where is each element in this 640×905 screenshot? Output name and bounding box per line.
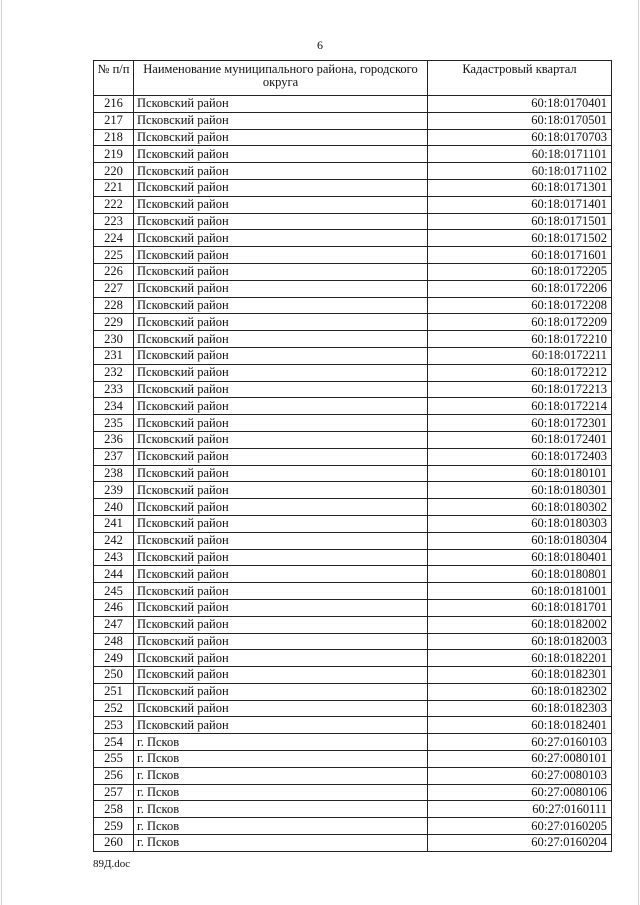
cell-num: 218 bbox=[94, 129, 134, 146]
table-row bbox=[94, 431, 612, 448]
table-row bbox=[94, 599, 612, 616]
cell-name: г. Псков bbox=[134, 734, 428, 751]
cell-num: 257 bbox=[94, 784, 134, 801]
cell-name: Псковский район bbox=[134, 415, 428, 432]
table-row bbox=[94, 683, 612, 700]
cell-code: 60:18:0172212 bbox=[428, 364, 612, 381]
cell-code: 60:18:0180303 bbox=[428, 515, 612, 532]
table-row bbox=[94, 633, 612, 650]
table-row bbox=[94, 280, 612, 297]
cell-num: 220 bbox=[94, 163, 134, 180]
cell-name: Псковский район bbox=[134, 364, 428, 381]
cell-code: 60:18:0172213 bbox=[428, 381, 612, 398]
cell-code: 60:27:0080101 bbox=[428, 751, 612, 768]
table-row bbox=[94, 650, 612, 667]
cell-code: 60:18:0172401 bbox=[428, 431, 612, 448]
cell-code: 60:18:0180304 bbox=[428, 532, 612, 549]
table-row bbox=[94, 717, 612, 734]
cell-num: 255 bbox=[94, 751, 134, 768]
scan-edge-right bbox=[638, 0, 639, 905]
table-row bbox=[94, 398, 612, 415]
table-row bbox=[94, 347, 612, 364]
cell-num: 222 bbox=[94, 196, 134, 213]
cell-name: Псковский район bbox=[134, 482, 428, 499]
table-row bbox=[94, 700, 612, 717]
table-row bbox=[94, 667, 612, 684]
cell-num: 238 bbox=[94, 465, 134, 482]
cell-num: 235 bbox=[94, 415, 134, 432]
cell-name: Псковский район bbox=[134, 448, 428, 465]
scan-edge-left bbox=[1, 0, 2, 905]
cell-name: Псковский район bbox=[134, 196, 428, 213]
cell-name: Псковский район bbox=[134, 247, 428, 264]
cell-code: 60:18:0171601 bbox=[428, 247, 612, 264]
table-row bbox=[94, 415, 612, 432]
cell-num: 245 bbox=[94, 583, 134, 600]
cell-code: 60:18:0170703 bbox=[428, 129, 612, 146]
cell-code: 60:18:0172209 bbox=[428, 314, 612, 331]
cell-code: 60:18:0172206 bbox=[428, 280, 612, 297]
table-row bbox=[94, 381, 612, 398]
cell-num: 239 bbox=[94, 482, 134, 499]
cell-num: 247 bbox=[94, 616, 134, 633]
cell-code: 60:27:0080106 bbox=[428, 784, 612, 801]
table-row bbox=[94, 247, 612, 264]
cell-num: 244 bbox=[94, 566, 134, 583]
cell-name: Псковский район bbox=[134, 213, 428, 230]
table-row bbox=[94, 96, 612, 113]
cell-num: 246 bbox=[94, 599, 134, 616]
cell-num: 242 bbox=[94, 532, 134, 549]
table-row bbox=[94, 566, 612, 583]
cell-name: Псковский район bbox=[134, 566, 428, 583]
cell-code: 60:18:0171301 bbox=[428, 179, 612, 196]
cell-num: 259 bbox=[94, 818, 134, 835]
cell-name: Псковский район bbox=[134, 465, 428, 482]
table-row bbox=[94, 583, 612, 600]
header-num: № п/п bbox=[94, 61, 134, 96]
cell-code: 60:27:0160103 bbox=[428, 734, 612, 751]
cell-code: 60:18:0171501 bbox=[428, 213, 612, 230]
cell-code: 60:18:0182003 bbox=[428, 633, 612, 650]
cell-name: г. Псков bbox=[134, 751, 428, 768]
cell-name: Псковский район bbox=[134, 146, 428, 163]
cell-code: 60:18:0172210 bbox=[428, 331, 612, 348]
table-row bbox=[94, 213, 612, 230]
cell-code: 60:18:0172208 bbox=[428, 297, 612, 314]
cell-code: 60:18:0181701 bbox=[428, 599, 612, 616]
cell-num: 226 bbox=[94, 263, 134, 280]
cell-name: Псковский район bbox=[134, 683, 428, 700]
cell-code: 60:27:0080103 bbox=[428, 767, 612, 784]
page-number: 6 bbox=[317, 38, 323, 52]
cell-name: Псковский район bbox=[134, 230, 428, 247]
cell-name: г. Псков bbox=[134, 767, 428, 784]
cell-num: 233 bbox=[94, 381, 134, 398]
table-row bbox=[94, 767, 612, 784]
cell-name: Псковский район bbox=[134, 633, 428, 650]
cell-code: 60:18:0172301 bbox=[428, 415, 612, 432]
cell-num: 243 bbox=[94, 549, 134, 566]
cell-code: 60:18:0171502 bbox=[428, 230, 612, 247]
table-row bbox=[94, 751, 612, 768]
cell-num: 253 bbox=[94, 717, 134, 734]
cell-num: 260 bbox=[94, 835, 134, 852]
cell-code: 60:18:0170501 bbox=[428, 112, 612, 129]
table-row bbox=[94, 835, 612, 852]
cell-num: 240 bbox=[94, 499, 134, 516]
cell-name: Псковский район bbox=[134, 280, 428, 297]
cell-num: 232 bbox=[94, 364, 134, 381]
cell-num: 250 bbox=[94, 667, 134, 684]
cell-num: 237 bbox=[94, 448, 134, 465]
cell-num: 217 bbox=[94, 112, 134, 129]
cell-num: 216 bbox=[94, 96, 134, 113]
cell-num: 219 bbox=[94, 146, 134, 163]
cell-code: 60:18:0171401 bbox=[428, 196, 612, 213]
cell-code: 60:18:0180401 bbox=[428, 549, 612, 566]
table-row bbox=[94, 297, 612, 314]
cell-name: г. Псков bbox=[134, 801, 428, 818]
cadastral-table bbox=[93, 60, 612, 852]
cell-code: 60:18:0170401 bbox=[428, 96, 612, 113]
table-row bbox=[94, 230, 612, 247]
table-row bbox=[94, 196, 612, 213]
cell-name: Псковский район bbox=[134, 112, 428, 129]
table-row bbox=[94, 179, 612, 196]
cell-code: 60:18:0172205 bbox=[428, 263, 612, 280]
cell-name: Псковский район bbox=[134, 297, 428, 314]
table-row bbox=[94, 314, 612, 331]
cell-num: 236 bbox=[94, 431, 134, 448]
table-body bbox=[94, 96, 612, 852]
cell-num: 229 bbox=[94, 314, 134, 331]
table-row bbox=[94, 263, 612, 280]
cell-name: г. Псков bbox=[134, 818, 428, 835]
cell-code: 60:18:0182201 bbox=[428, 650, 612, 667]
cell-name: Псковский район bbox=[134, 499, 428, 516]
cell-num: 251 bbox=[94, 683, 134, 700]
cell-num: 252 bbox=[94, 700, 134, 717]
cell-code: 60:18:0180301 bbox=[428, 482, 612, 499]
table-row bbox=[94, 784, 612, 801]
table-row bbox=[94, 112, 612, 129]
cell-code: 60:27:0160205 bbox=[428, 818, 612, 835]
cell-name: Псковский район bbox=[134, 314, 428, 331]
table-row bbox=[94, 163, 612, 180]
cell-name: Псковский район bbox=[134, 667, 428, 684]
cell-name: Псковский район bbox=[134, 331, 428, 348]
cell-code: 60:18:0180302 bbox=[428, 499, 612, 516]
cell-name: г. Псков bbox=[134, 784, 428, 801]
cell-code: 60:18:0172211 bbox=[428, 347, 612, 364]
cell-name: Псковский район bbox=[134, 96, 428, 113]
cell-num: 224 bbox=[94, 230, 134, 247]
footer-filename: 89Д.doc bbox=[93, 858, 131, 870]
cell-num: 248 bbox=[94, 633, 134, 650]
cell-num: 221 bbox=[94, 179, 134, 196]
cell-code: 60:18:0172214 bbox=[428, 398, 612, 415]
cell-name: Псковский район bbox=[134, 616, 428, 633]
cell-code: 60:27:0160204 bbox=[428, 835, 612, 852]
table-row bbox=[94, 549, 612, 566]
table-row bbox=[94, 465, 612, 482]
cell-num: 256 bbox=[94, 767, 134, 784]
cell-name: Псковский район bbox=[134, 717, 428, 734]
cell-name: Псковский район bbox=[134, 431, 428, 448]
cell-num: 230 bbox=[94, 331, 134, 348]
table-header-row bbox=[94, 61, 612, 96]
cell-name: Псковский район bbox=[134, 179, 428, 196]
cell-num: 223 bbox=[94, 213, 134, 230]
cell-name: Псковский район bbox=[134, 129, 428, 146]
cell-name: Псковский район bbox=[134, 700, 428, 717]
cell-num: 241 bbox=[94, 515, 134, 532]
cell-name: г. Псков bbox=[134, 835, 428, 852]
table-row bbox=[94, 331, 612, 348]
table-row bbox=[94, 129, 612, 146]
cell-num: 231 bbox=[94, 347, 134, 364]
cell-name: Псковский район bbox=[134, 549, 428, 566]
table-row bbox=[94, 515, 612, 532]
table-row bbox=[94, 801, 612, 818]
table-row bbox=[94, 482, 612, 499]
cell-num: 249 bbox=[94, 650, 134, 667]
cell-num: 258 bbox=[94, 801, 134, 818]
cell-name: Псковский район bbox=[134, 398, 428, 415]
table-row bbox=[94, 734, 612, 751]
cell-name: Псковский район bbox=[134, 163, 428, 180]
cell-code: 60:18:0171102 bbox=[428, 163, 612, 180]
table-row bbox=[94, 616, 612, 633]
table-row bbox=[94, 499, 612, 516]
header-name: Наименование муниципального района, городского округа bbox=[134, 61, 428, 96]
cell-code: 60:18:0172403 bbox=[428, 448, 612, 465]
cell-code: 60:18:0171101 bbox=[428, 146, 612, 163]
cell-name: Псковский район bbox=[134, 263, 428, 280]
cell-name: Псковский район bbox=[134, 599, 428, 616]
cell-num: 228 bbox=[94, 297, 134, 314]
cell-code: 60:27:0160111 bbox=[428, 801, 612, 818]
cell-num: 227 bbox=[94, 280, 134, 297]
cell-name: Псковский район bbox=[134, 347, 428, 364]
cell-num: 225 bbox=[94, 247, 134, 264]
cell-name: Псковский район bbox=[134, 583, 428, 600]
table-row bbox=[94, 146, 612, 163]
cell-name: Псковский район bbox=[134, 381, 428, 398]
cell-name: Псковский район bbox=[134, 650, 428, 667]
cell-code: 60:18:0180101 bbox=[428, 465, 612, 482]
table-row bbox=[94, 532, 612, 549]
cell-name: Псковский район bbox=[134, 532, 428, 549]
cell-num: 234 bbox=[94, 398, 134, 415]
cell-code: 60:18:0181001 bbox=[428, 583, 612, 600]
cell-code: 60:18:0182302 bbox=[428, 683, 612, 700]
table-row bbox=[94, 818, 612, 835]
header-code: Кадастровый квартал bbox=[428, 61, 612, 96]
cell-code: 60:18:0180801 bbox=[428, 566, 612, 583]
table-row bbox=[94, 448, 612, 465]
cell-code: 60:18:0182303 bbox=[428, 700, 612, 717]
cell-code: 60:18:0182301 bbox=[428, 667, 612, 684]
cell-code: 60:18:0182002 bbox=[428, 616, 612, 633]
cell-name: Псковский район bbox=[134, 515, 428, 532]
table-row bbox=[94, 364, 612, 381]
cell-num: 254 bbox=[94, 734, 134, 751]
cell-code: 60:18:0182401 bbox=[428, 717, 612, 734]
